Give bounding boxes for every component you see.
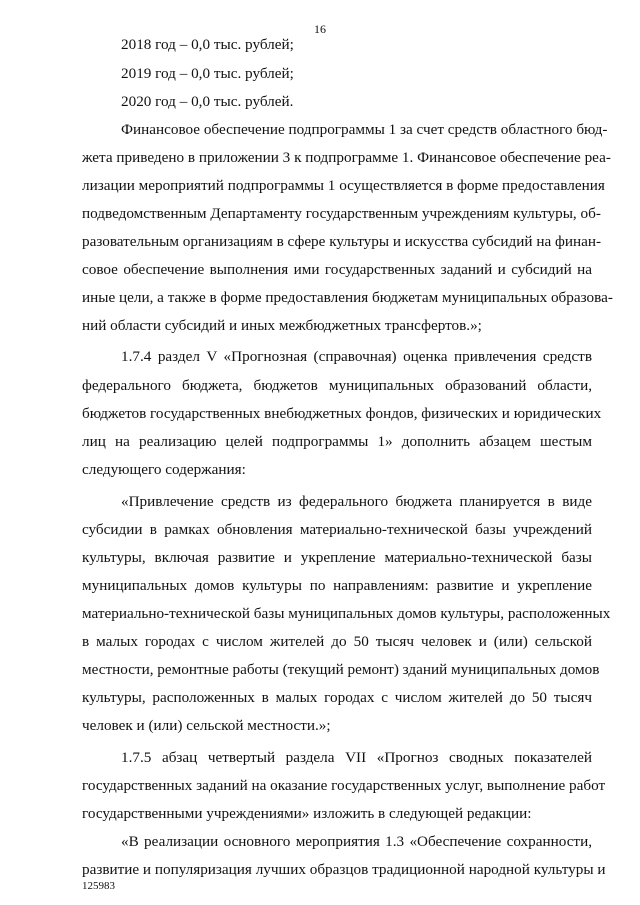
text-line: 2020 год – 0,0 тыс. рублей.	[121, 93, 294, 110]
text-line: подведомственным Департаменту государственным учреждениям культуры, об-	[82, 205, 601, 222]
text-line: культуры, расположенных в малых городах с числом жителей до 50 тысяч	[82, 689, 592, 706]
text-line: разовательным организациям в сфере культуры и искусства субсидий на финан-	[82, 233, 602, 250]
text-line: 1.7.4 раздел V «Прогнозная (справочная) оценка привлечения средств	[121, 348, 592, 365]
text-line: государственными учреждениями» изложить в следующей редакции:	[82, 805, 532, 822]
text-line: 2018 год – 0,0 тыс. рублей;	[121, 36, 294, 53]
text-line: ний области субсидий и иных межбюджетных трансфертов.»;	[82, 317, 482, 334]
text-line: «Привлечение средств из федерального бюджета планируется в виде	[121, 493, 592, 510]
text-line: федерального бюджета, бюджетов муниципальных образований области,	[82, 377, 592, 394]
text-line: развитие и популяризация лучших образцов традиционной народной культуры и	[82, 861, 606, 878]
text-line: следующего содержания:	[82, 461, 246, 478]
text-line: человек и (или) сельской местности.»;	[82, 717, 331, 734]
page-number: 16	[314, 22, 326, 36]
text-line: лиц на реализацию целей подпрограммы 1» дополнить абзацем шестым	[82, 433, 592, 450]
text-line: «В реализации основного мероприятия 1.3 «Обеспечение сохранности,	[121, 833, 592, 850]
text-line: субсидии в рамках обновления материально-технической базы учреждений	[82, 521, 592, 538]
text-line: 2019 год – 0,0 тыс. рублей;	[121, 65, 294, 82]
text-line: культуры, включая развитие и укрепление материально-технической базы	[82, 549, 592, 566]
text-line: иные цели, а также в форме предоставления бюджетам муниципальных образова-	[82, 289, 613, 306]
text-line: в малых городах с числом жителей до 50 тысяч человек и (или) сельской	[82, 633, 592, 650]
text-line: государственных заданий на оказание государственных услуг, выполнение работ	[82, 777, 606, 794]
document-code: 125983	[82, 880, 115, 892]
text-line: местности, ремонтные работы (текущий ремонт) зданий муниципальных домов	[82, 661, 600, 678]
text-line: материально-технической базы муниципальных домов культуры, расположенных	[82, 605, 611, 622]
text-line: жета приведено в приложении 3 к подпрограмме 1. Финансовое обеспечение реа-	[82, 149, 611, 166]
text-line: бюджетов государственных внебюджетных фондов, физических и юридических	[82, 405, 602, 422]
text-line: лизации мероприятий подпрограммы 1 осуществляется в форме предоставления	[82, 177, 605, 194]
text-line: Финансовое обеспечение подпрограммы 1 за счет средств областного бюд-	[121, 121, 608, 138]
text-line: 1.7.5 абзац четвертый раздела VII «Прогноз сводных показателей	[121, 749, 592, 766]
text-line: муниципальных домов культуры по направлениям: развитие и укрепление	[82, 577, 592, 594]
text-line: совое обеспечение выполнения ими государственных заданий и субсидий на	[82, 261, 592, 278]
